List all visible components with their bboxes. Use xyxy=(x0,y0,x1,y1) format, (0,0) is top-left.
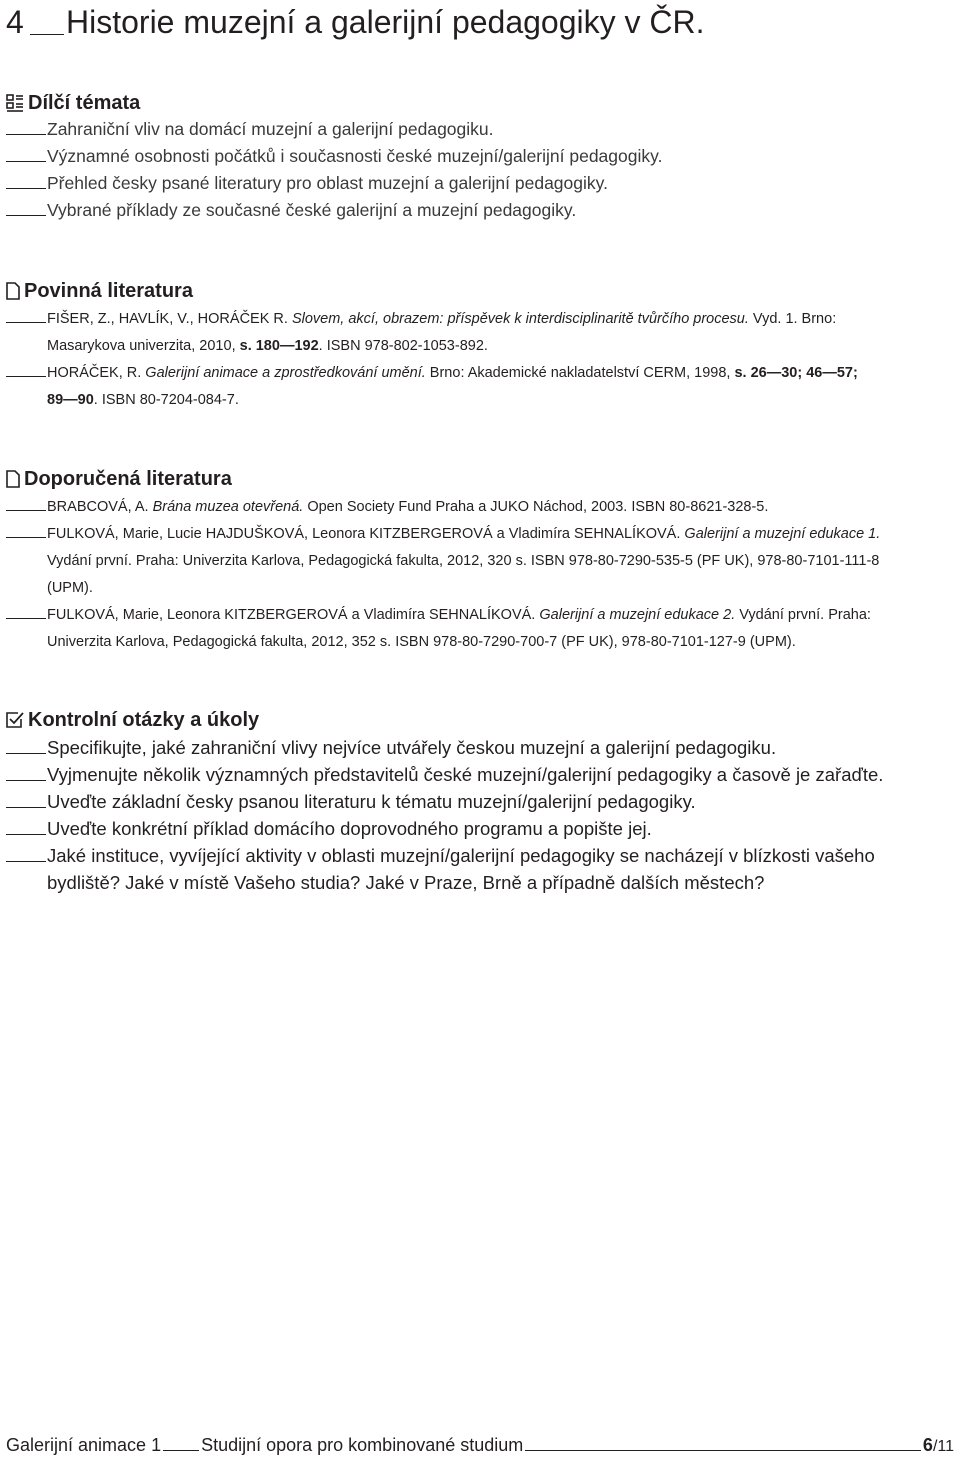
chapter-number: 4 xyxy=(6,4,24,40)
required-literature-heading-text: Povinná literatura xyxy=(24,280,193,302)
chapter-title: Historie muzejní a galerijní pedagogiky v ČR. xyxy=(66,4,705,40)
question-item: Vyjmenujte několik významných představitelů české muzejní/galerijní pedagogiky a časově je zařaďte. xyxy=(6,761,883,788)
literature-entry: HORÁČEK, R. Galerijní animace a zprostředkování umění. Brno: Akademické nakladatelství CERM, 1998, s. 26—30; 46—57; xyxy=(6,360,858,387)
literature-entry-cont: Vydání první. Praha: Univerzita Karlova, Pedagogická fakulta, 2012, 320 s. ISBN 978-80-7290-535-5 (PF UK), 978-80-7101-111-8 xyxy=(47,553,880,569)
literature-entry: BRABCOVÁ, A. Brána muzea otevřená. Open Society Fund Praha a JUKO Náchod, 2003. ISBN 80-8621-328-5. xyxy=(6,494,768,521)
questions-heading-text: Kontrolní otázky a úkoly xyxy=(28,709,260,731)
literature-entry-cont: Univerzita Karlova, Pedagogická fakulta, 2012, 352 s. ISBN 978-80-7290-700-7 (PF UK), 978-80-7101-127-9 (UPM). xyxy=(47,634,796,650)
literature-entry: FULKOVÁ, Marie, Leonora KITZBERGEROVÁ a Vladimíra SEHNALÍKOVÁ. Galerijní a muzejní edukace 2. Vydání první. Praha: xyxy=(6,602,871,629)
chapter-rule xyxy=(30,34,64,35)
footer-separator xyxy=(163,1449,199,1451)
list-icon xyxy=(6,94,24,112)
literature-entry: FIŠER, Z., HAVLÍK, V., HORÁČEK R. Slovem, akcí, obrazem: příspěvek k interdisciplinaritě tvůrčího procesu. Vyd. 1. Brno: xyxy=(6,306,836,333)
literature-entry: FULKOVÁ, Marie, Lucie HAJDUŠKOVÁ, Leonora KITZBERGEROVÁ a Vladimíra SEHNALÍKOVÁ. Galerijní a muzejní edukace 1. xyxy=(6,521,880,548)
question-item: Jaké instituce, vyvíjející aktivity v oblasti muzejní/galerijní pedagogiky se nacházejí v blízkosti vašeho xyxy=(6,842,875,869)
recommended-literature-heading-text: Doporučená literatura xyxy=(24,468,232,490)
subtopic-item: Zahraniční vliv na domácí muzejní a galerijní pedagogiku. xyxy=(6,116,494,143)
page-footer xyxy=(6,1433,954,1459)
subtopic-item: Významné osobnosti počátků i současnosti české muzejní/galerijní pedagogiky. xyxy=(6,143,662,170)
subtopic-item: Vybrané příklady ze současné české galerijní a muzejní pedagogiky. xyxy=(6,197,576,224)
subtopics-heading xyxy=(6,90,140,116)
document-icon xyxy=(6,470,20,488)
checkbox-icon xyxy=(6,711,24,729)
literature-entry-cont: 89—90. ISBN 80-7204-084-7. xyxy=(47,392,239,408)
document-icon xyxy=(6,282,20,300)
questions-heading xyxy=(6,707,259,733)
subtopics-heading-text: Dílčí témata xyxy=(28,92,141,114)
subtopic-item: Přehled česky psané literatury pro oblast muzejní a galerijní pedagogiky. xyxy=(6,170,608,197)
page-number: 6/11 xyxy=(922,1435,954,1455)
literature-entry-cont: (UPM). xyxy=(47,580,93,596)
footer-rule xyxy=(525,1449,921,1451)
question-item: Specifikujte, jaké zahraniční vlivy nejvíce utvářely českou muzejní a galerijní pedagogiku. xyxy=(6,734,776,761)
question-item: Uveďte základní česky psanou literaturu k tématu muzejní/galerijní pedagogiky. xyxy=(6,788,696,815)
required-literature-heading xyxy=(6,278,193,304)
footer-program: Studijní opora pro kombinované studium xyxy=(201,1435,524,1455)
footer-course: Galerijní animace 1 xyxy=(6,1435,162,1455)
question-item: Uveďte konkrétní příklad domácího doprovodného programu a popište jej. xyxy=(6,815,652,842)
literature-entry-cont: Masarykova univerzita, 2010, s. 180—192. ISBN 978-802-1053-892. xyxy=(47,338,488,354)
question-item-cont: bydliště? Jaké v místě Vašeho studia? Jaké v Praze, Brně a případně dalších městech? xyxy=(47,872,765,893)
recommended-literature-heading xyxy=(6,466,232,492)
